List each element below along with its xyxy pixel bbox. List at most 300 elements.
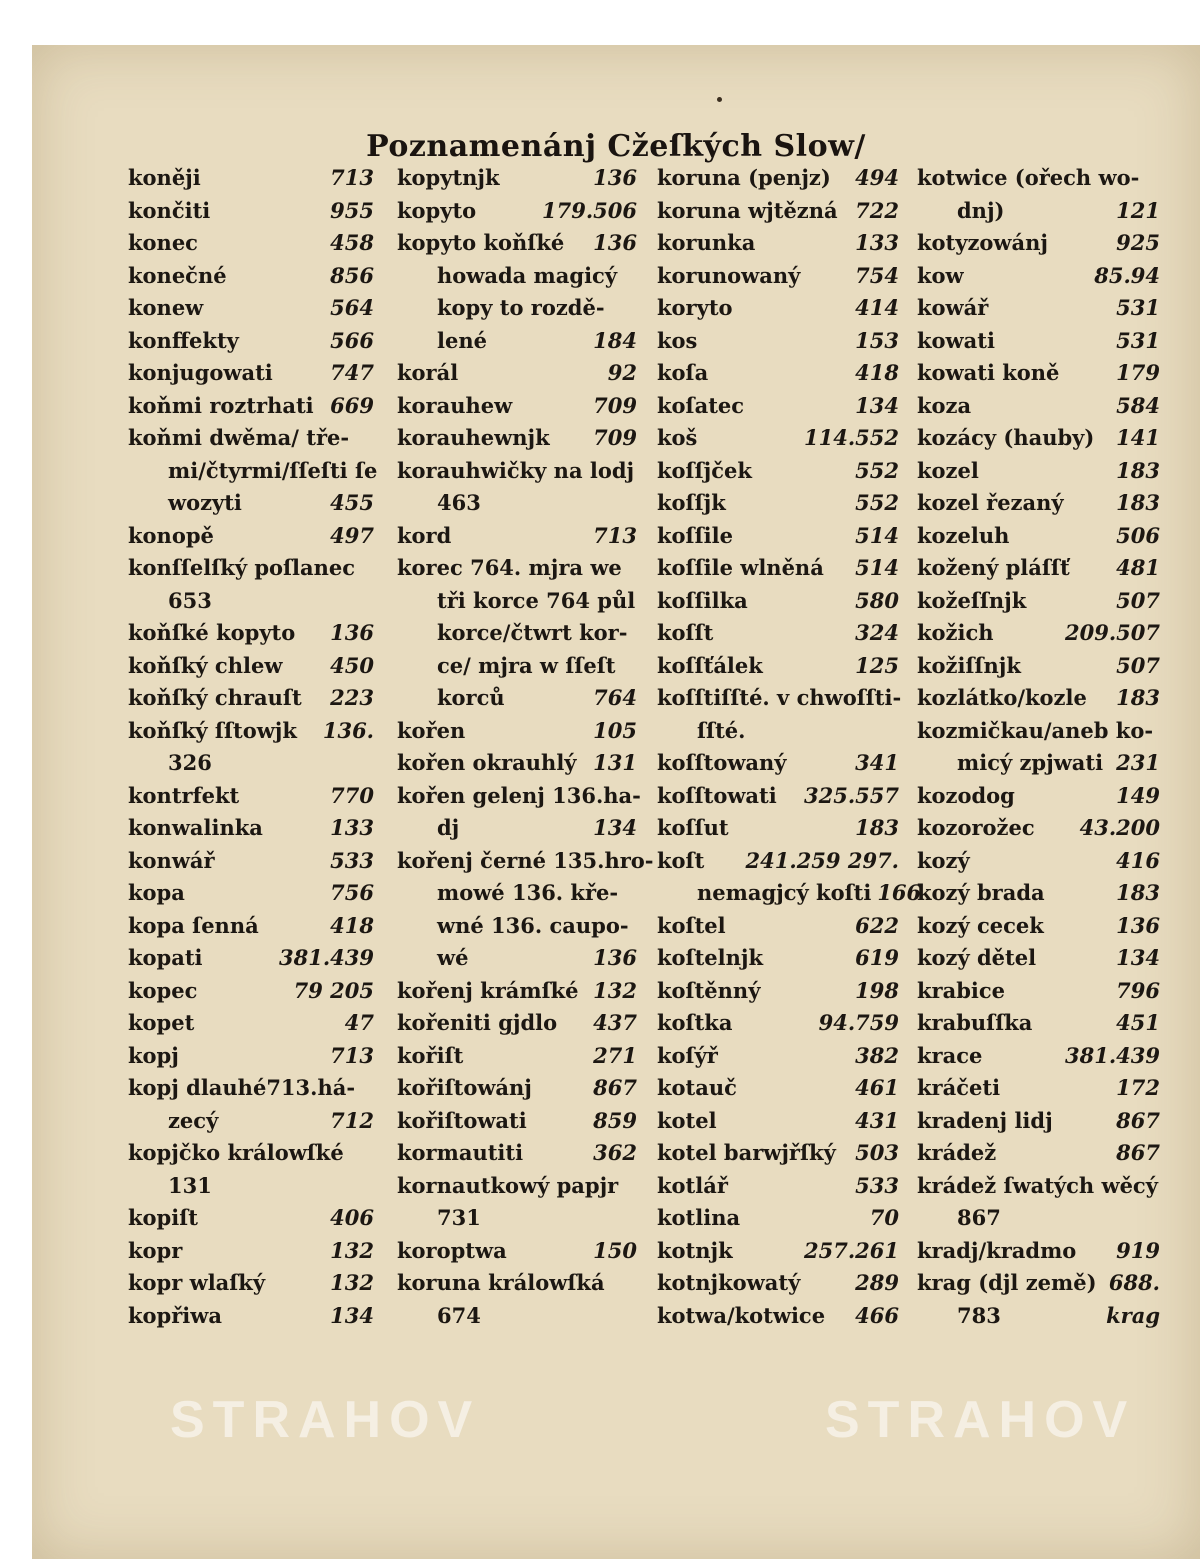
- entry-page-number: 132: [593, 977, 637, 1003]
- entry-page-number: 533: [330, 847, 374, 873]
- index-entry: [917, 682, 1160, 715]
- entry-page-number: 141: [1116, 425, 1160, 450]
- index-entry: [128, 325, 374, 358]
- entry-page-number: 134: [855, 392, 899, 418]
- entry-term: korců: [437, 685, 505, 710]
- entry-page-number: 324: [855, 620, 899, 645]
- entry-page-number: 747: [330, 360, 374, 385]
- index-entry: [917, 1170, 1160, 1203]
- entry-term: 653: [168, 587, 212, 613]
- entry-page-number: 754: [855, 262, 899, 288]
- index-entry: [917, 617, 1160, 650]
- index-entry: [128, 910, 374, 943]
- entry-page-number: 709: [593, 392, 637, 418]
- entry-page-number: 209.507: [1065, 620, 1160, 645]
- entry-term: kozel řezaný: [917, 490, 1064, 515]
- index-entry: [128, 1105, 374, 1138]
- entry-term: 731: [437, 1205, 481, 1230]
- entry-page-number: krag: [1106, 1302, 1160, 1328]
- entry-term: 131: [168, 1172, 212, 1198]
- entry-page-number: 223: [330, 685, 374, 710]
- entry-page-number: 94.759: [818, 1010, 899, 1035]
- entry-term: wné 136. caupo-: [437, 912, 629, 938]
- entry-page-number: 134: [593, 815, 637, 840]
- index-entry: [917, 585, 1160, 618]
- entry-page-number: 136: [593, 945, 637, 970]
- index-entry: [397, 552, 637, 585]
- entry-page-number: 231: [1116, 750, 1160, 775]
- entry-term: korunka: [657, 230, 756, 255]
- index-entry: [397, 422, 637, 455]
- entry-term: koſtka: [657, 1010, 733, 1035]
- index-entry: [917, 195, 1160, 228]
- index-entry: [917, 1267, 1160, 1300]
- index-entry: [917, 747, 1160, 780]
- index-entry: [397, 812, 637, 845]
- entry-page-number: 153: [855, 327, 899, 353]
- entry-page-number: 514: [855, 555, 899, 580]
- index-entry: [397, 292, 637, 325]
- entry-term: koſſut: [657, 815, 729, 840]
- index-entry: [917, 325, 1160, 358]
- entry-term: kořen okrauhlý: [397, 750, 577, 775]
- index-entry: [917, 1072, 1160, 1105]
- entry-term: kos: [657, 327, 698, 353]
- entry-page-number: 179: [1116, 360, 1160, 385]
- entry-term: konwář: [128, 847, 215, 873]
- entry-term: kozorožec: [917, 815, 1035, 840]
- entry-term: koſſtowaný: [657, 750, 787, 775]
- entry-term: koſt: [657, 847, 705, 873]
- entry-page-number: 105: [593, 717, 637, 743]
- index-entry: [128, 1267, 374, 1300]
- entry-page-number: 381.439: [279, 945, 374, 970]
- entry-page-number: 713: [330, 1042, 374, 1068]
- entry-page-number: 47: [344, 1010, 374, 1035]
- entry-term: dnj): [957, 197, 1005, 223]
- entry-term: krádež ſwatých wěcý: [917, 1172, 1158, 1198]
- entry-term: kořiſtowánj: [397, 1075, 532, 1100]
- entry-page-number: 584: [1116, 392, 1160, 418]
- index-entry: [397, 1300, 637, 1333]
- entry-term: koza: [917, 392, 972, 418]
- index-entry: [397, 747, 637, 780]
- entry-page-number: 764: [593, 685, 637, 710]
- ink-dot: [717, 97, 722, 102]
- index-column-4: [917, 162, 1160, 1332]
- entry-term: koňmi dwěma/ tře-: [128, 425, 350, 450]
- entry-page-number: 437: [593, 1010, 637, 1035]
- entry-term: 326: [168, 750, 212, 775]
- index-entry: [917, 1007, 1160, 1040]
- index-entry: [657, 292, 899, 325]
- entry-term: koněji: [128, 165, 201, 190]
- index-entry: [657, 845, 899, 878]
- entry-page-number: 381.439: [1065, 1042, 1160, 1068]
- index-entry: [128, 845, 374, 878]
- entry-term: mi/čtyrmi/ſſeſti ſe: [168, 457, 378, 483]
- entry-term: konwalinka: [128, 815, 263, 840]
- entry-page-number: 183: [855, 815, 899, 840]
- entry-term: kotlina: [657, 1205, 741, 1230]
- entry-page-number: 136: [330, 620, 374, 645]
- entry-page-number: 132: [330, 1237, 374, 1263]
- entry-term: koruna králowſká: [397, 1270, 605, 1295]
- index-entry: [397, 520, 637, 553]
- entry-term: wé: [437, 945, 469, 970]
- index-entry: [397, 260, 637, 293]
- entry-term: ſſté.: [697, 717, 746, 743]
- index-entry: [128, 162, 374, 195]
- index-entry: [917, 357, 1160, 390]
- entry-term: 867: [957, 1205, 1001, 1230]
- entry-page-number: 132: [330, 1270, 374, 1295]
- index-entry: [397, 942, 637, 975]
- entry-page-number: 619: [855, 945, 899, 970]
- entry-page-number: 955: [330, 197, 374, 223]
- index-entry: [128, 487, 374, 520]
- entry-page-number: 713: [330, 165, 374, 190]
- index-entry: [128, 390, 374, 423]
- entry-page-number: 362: [593, 1140, 637, 1165]
- entry-page-number: 580: [855, 587, 899, 613]
- index-entry: [397, 487, 637, 520]
- index-entry: [128, 650, 374, 683]
- index-entry: [397, 910, 637, 943]
- entry-term: korce/čtwrt kor-: [437, 620, 628, 645]
- index-entry: [128, 1007, 374, 1040]
- entry-term: koſtelnjk: [657, 945, 764, 970]
- entry-term: kopyto koňſké: [397, 230, 565, 255]
- entry-page-number: 867: [593, 1075, 637, 1100]
- index-entry: [657, 162, 899, 195]
- entry-term: kopj dlauhé713.há-: [128, 1075, 356, 1100]
- index-entry: [657, 1170, 899, 1203]
- entry-term: korauhew: [397, 392, 513, 418]
- index-entry: [128, 357, 374, 390]
- index-entry: [397, 1267, 637, 1300]
- entry-term: koſſjk: [657, 490, 726, 515]
- index-entry: [657, 617, 899, 650]
- entry-page-number: 257.261: [804, 1237, 899, 1263]
- index-entry: [128, 292, 374, 325]
- index-entry: [397, 325, 637, 358]
- entry-term: konec: [128, 230, 198, 255]
- index-entry: [128, 227, 374, 260]
- entry-page-number: 531: [1116, 295, 1160, 320]
- index-entry: [657, 1235, 899, 1268]
- index-entry: [917, 650, 1160, 683]
- entry-term: konew: [128, 295, 204, 320]
- index-entry: [397, 162, 637, 195]
- entry-page-number: 416: [1116, 847, 1160, 873]
- entry-term: koňmi roztrhati: [128, 392, 314, 418]
- entry-term: koš: [657, 425, 698, 450]
- entry-page-number: 925: [1116, 230, 1160, 255]
- entry-term: kord: [397, 522, 452, 548]
- entry-page-number: 198: [855, 977, 899, 1003]
- entry-page-number: 136: [593, 230, 637, 255]
- entry-term: koſtěnný: [657, 977, 761, 1003]
- entry-page-number: 859: [593, 1107, 637, 1133]
- index-entry: [128, 520, 374, 553]
- entry-term: 463: [437, 490, 481, 515]
- index-entry: [128, 1040, 374, 1073]
- index-entry: [917, 975, 1160, 1008]
- index-entry: [657, 715, 899, 748]
- index-entry: [917, 227, 1160, 260]
- entry-page-number: 494: [855, 165, 899, 190]
- entry-term: korunowaný: [657, 262, 801, 288]
- entry-term: koſtel: [657, 912, 726, 938]
- entry-term: wozyti: [168, 490, 242, 515]
- entry-term: kozmičkau/aneb ko-: [917, 717, 1154, 743]
- index-entry: [397, 195, 637, 228]
- entry-page-number: 418: [330, 912, 374, 938]
- entry-term: koroptwa: [397, 1237, 507, 1263]
- entry-page-number: 796: [1116, 977, 1160, 1003]
- index-entry: [397, 390, 637, 423]
- entry-page-number: 450: [330, 652, 374, 678]
- index-entry: [657, 682, 902, 715]
- entry-page-number: 431: [855, 1107, 899, 1133]
- entry-term: konſſelſký poſlanec: [128, 555, 356, 580]
- entry-term: konečné: [128, 262, 227, 288]
- index-entry: [917, 552, 1160, 585]
- entry-page-number: 289: [855, 1270, 899, 1295]
- entry-page-number: 497: [330, 522, 374, 548]
- entry-term: kotnjkowatý: [657, 1270, 801, 1295]
- entry-page-number: 183: [1116, 457, 1160, 483]
- index-entry: [917, 1105, 1160, 1138]
- entry-term: kořenj černé 135.hro-: [397, 847, 654, 873]
- index-entry: [397, 1202, 637, 1235]
- index-entry: [657, 260, 899, 293]
- entry-term: kotnjk: [657, 1237, 733, 1263]
- index-entry: [657, 227, 899, 260]
- watermark-left: STRAHOV: [170, 1391, 481, 1449]
- index-entry: [657, 650, 899, 683]
- index-entry: [128, 422, 374, 455]
- entry-term: kozácy (hauby): [917, 425, 1095, 450]
- entry-term: kow: [917, 262, 964, 288]
- index-entry: [397, 1137, 637, 1170]
- entry-term: mowé 136. kře-: [437, 880, 619, 905]
- index-entry: [128, 942, 374, 975]
- index-entry: [657, 942, 899, 975]
- entry-page-number: 856: [330, 262, 374, 288]
- entry-page-number: 136: [1116, 912, 1160, 938]
- entry-term: koſatec: [657, 392, 745, 418]
- index-entry: [657, 357, 899, 390]
- entry-page-number: 712: [330, 1107, 374, 1133]
- entry-page-number: 514: [855, 522, 899, 548]
- entry-term: krádež: [917, 1140, 997, 1165]
- index-entry: [397, 617, 637, 650]
- entry-term: koſſile wlněná: [657, 555, 824, 580]
- entry-term: kopyto: [397, 197, 477, 223]
- entry-page-number: 183: [1116, 880, 1160, 905]
- entry-page-number: 166: [877, 880, 922, 905]
- entry-term: kozlátko/kozle: [917, 685, 1087, 710]
- index-entry: [397, 1040, 637, 1073]
- entry-term: koſſťálek: [657, 652, 763, 678]
- entry-page-number: 458: [330, 230, 374, 255]
- entry-page-number: 149: [1116, 782, 1160, 808]
- entry-term: kopet: [128, 1010, 195, 1035]
- index-entry: [128, 1137, 374, 1170]
- entry-page-number: 341: [855, 750, 899, 775]
- entry-term: kowář: [917, 295, 989, 320]
- entry-term: korauhwičky na lodj: [397, 457, 635, 483]
- entry-term: kradenj lidj: [917, 1107, 1053, 1133]
- entry-page-number: 503: [855, 1140, 899, 1165]
- entry-page-number: 406: [330, 1205, 374, 1230]
- entry-term: kopr wlaſký: [128, 1270, 266, 1295]
- index-entry: [128, 1235, 374, 1268]
- entry-term: konopě: [128, 522, 214, 548]
- entry-page-number: 43.200: [1079, 815, 1160, 840]
- index-entry: [657, 1072, 899, 1105]
- entry-page-number: 133: [855, 230, 899, 255]
- entry-term: krag (djl země): [917, 1270, 1097, 1295]
- entry-term: nemagjcý koſti: [697, 880, 872, 905]
- index-entry: [657, 1137, 899, 1170]
- index-entry: [917, 942, 1160, 975]
- entry-term: korec 764. mjra we: [397, 555, 622, 580]
- entry-term: kozý: [917, 847, 970, 873]
- index-entry: [917, 812, 1160, 845]
- index-entry: [917, 1235, 1160, 1268]
- entry-term: 674: [437, 1302, 481, 1328]
- entry-page-number: 79 205: [293, 977, 374, 1003]
- entry-term: kopa ſenná: [128, 912, 259, 938]
- index-entry: [128, 1300, 374, 1333]
- entry-term: kradj/kradmo: [917, 1237, 1077, 1263]
- index-entry: [128, 1072, 374, 1105]
- entry-page-number: 531: [1116, 327, 1160, 353]
- entry-term: lené: [437, 327, 487, 353]
- index-entry: [657, 195, 899, 228]
- entry-term: korál: [397, 360, 459, 385]
- entry-term: kozel: [917, 457, 979, 483]
- index-entry: [657, 1202, 899, 1235]
- index-entry: [397, 845, 654, 878]
- index-entry: [917, 1300, 1160, 1333]
- index-entry: [128, 1170, 374, 1203]
- index-entry: [657, 1040, 899, 1073]
- entry-term: kozodog: [917, 782, 1015, 808]
- entry-term: micý zpjwati: [957, 750, 1104, 775]
- entry-term: kořeniti gjdlo: [397, 1010, 558, 1035]
- entry-term: kotel: [657, 1107, 717, 1133]
- index-entry: [657, 390, 899, 423]
- entry-term: kožený pláſſť: [917, 555, 1070, 580]
- entry-page-number: 507: [1116, 587, 1160, 613]
- entry-page-number: 533: [855, 1172, 899, 1198]
- index-entry: [397, 585, 637, 618]
- index-entry: [917, 877, 1160, 910]
- index-entry: [657, 975, 899, 1008]
- index-entry: [917, 520, 1160, 553]
- entry-page-number: 382: [855, 1042, 899, 1068]
- index-entry: [657, 910, 899, 943]
- index-entry: [128, 780, 374, 813]
- entry-term: zecý: [168, 1107, 219, 1133]
- entry-term: krabice: [917, 977, 1006, 1003]
- index-entry: [397, 780, 641, 813]
- index-entry: [397, 877, 637, 910]
- entry-term: kotlář: [657, 1172, 728, 1198]
- index-entry: [128, 975, 374, 1008]
- entry-page-number: 461: [855, 1075, 899, 1100]
- index-entry: [397, 682, 637, 715]
- entry-term: končiti: [128, 197, 211, 223]
- entry-term: kopa: [128, 880, 185, 905]
- entry-term: koſſilka: [657, 587, 748, 613]
- entry-page-number: 92: [607, 360, 637, 385]
- index-entry: [657, 455, 899, 488]
- entry-page-number: 481: [1116, 555, 1160, 580]
- index-column-3: [657, 162, 922, 1332]
- index-entry: [657, 1105, 899, 1138]
- entry-term: koſſile: [657, 522, 733, 548]
- entry-page-number: 325.557: [804, 782, 899, 808]
- entry-term: tři korce 764 půl: [437, 587, 636, 613]
- index-entry: [917, 260, 1160, 293]
- index-entry: [397, 650, 637, 683]
- entry-page-number: 414: [855, 295, 899, 320]
- index-entry: [128, 585, 374, 618]
- entry-page-number: 713: [593, 522, 637, 548]
- index-entry: [397, 1105, 637, 1138]
- entry-page-number: 507: [1116, 652, 1160, 678]
- entry-term: kowati: [917, 327, 995, 353]
- entry-page-number: 867: [1116, 1107, 1160, 1133]
- entry-page-number: 770: [330, 782, 374, 808]
- entry-page-number: 722: [855, 197, 899, 223]
- entry-page-number: 756: [330, 880, 374, 905]
- entry-page-number: 136.: [322, 717, 374, 743]
- entry-term: kopj: [128, 1042, 179, 1068]
- index-entry: [128, 195, 374, 228]
- entry-page-number: 867: [1116, 1140, 1160, 1165]
- entry-term: kotel barwjřſký: [657, 1140, 836, 1165]
- index-entry: [657, 877, 922, 910]
- entry-page-number: 125: [855, 652, 899, 678]
- entry-page-number: 622: [855, 912, 899, 938]
- entry-term: koryto: [657, 295, 733, 320]
- entry-term: koſſjček: [657, 457, 752, 483]
- entry-term: kožiſſnjk: [917, 652, 1021, 678]
- entry-page-number: 552: [855, 457, 899, 483]
- entry-term: koňſký chlew: [128, 652, 283, 678]
- entry-page-number: 70: [869, 1205, 899, 1230]
- index-entry: [657, 552, 899, 585]
- entry-term: koňſké kopyto: [128, 620, 296, 645]
- index-entry: [128, 552, 374, 585]
- index-entry: [397, 1170, 637, 1203]
- index-entry: [657, 1300, 899, 1333]
- index-entry: [397, 1007, 637, 1040]
- index-entry: [128, 715, 374, 748]
- entry-term: koruna wjtězná: [657, 197, 838, 223]
- entry-term: kornautkowý papjr: [397, 1172, 619, 1198]
- entry-term: korauhewnjk: [397, 425, 550, 450]
- index-entry: [917, 1202, 1160, 1235]
- index-entry: [657, 812, 899, 845]
- index-entry: [657, 422, 899, 455]
